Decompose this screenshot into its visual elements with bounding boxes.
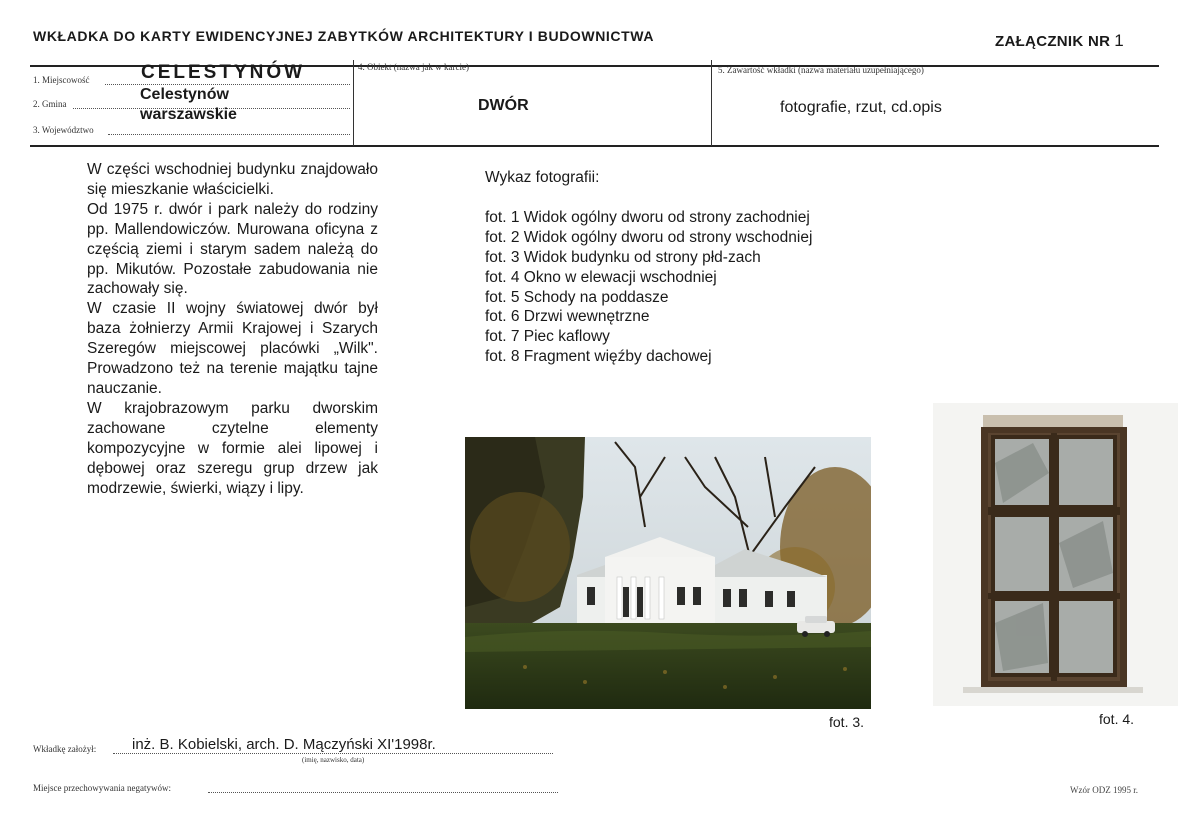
annex-number: 1	[1114, 31, 1125, 50]
manor-house-photo	[465, 437, 871, 709]
photo-list	[485, 168, 812, 367]
description-paragraph: W krajobrazowym parku dworskim zachowane czytelne elementy kompozycyjne w formie alei lipowej i dębowej oraz szeregu grup drzew jak modrzewie, świerki, wiązy i lipy.	[87, 399, 378, 497]
negatives-label: Miejsce przechowywania negatywów:	[33, 783, 171, 793]
window-photo	[933, 403, 1178, 706]
form-title: WKŁADKA DO KARTY EWIDENCYJNEJ ZABYTKÓW ARCHITEKTURY I BUDOWNICTWA	[33, 28, 655, 44]
wojewodztwo-value: warszawskie	[140, 106, 237, 123]
description-paragraph: W części wschodniej budynku znajdowało się mieszkanie właścicielki.	[87, 161, 378, 198]
photo-list-item: fot. 7 Piec kaflowy	[485, 328, 610, 346]
zawartosc-label: 5. Zawartość wkładki (nazwa materiału uzupełniającego)	[718, 65, 924, 75]
annex-label-text: ZAŁĄCZNIK NR	[995, 33, 1111, 50]
founder-label: Wkładkę założył:	[33, 744, 97, 754]
photo-list-item: fot. 2 Widok ogólny dworu od strony wschodniej	[485, 228, 813, 246]
photo-list-item: fot. 4 Okno w elewacji wschodniej	[485, 268, 717, 286]
annex-label	[995, 31, 1124, 51]
photo-list-item: fot. 5 Schody na poddasze	[485, 288, 669, 306]
field-separator	[711, 60, 712, 146]
miejscowosc-line	[105, 84, 350, 85]
miejscowosc-label: 1. Miejscowość	[33, 75, 90, 85]
wojewodztwo-line	[108, 134, 350, 135]
photo-list-heading: Wykaz fotografii:	[485, 169, 600, 186]
description-text	[87, 160, 378, 498]
photo-list-item: fot. 8 Fragment więźby dachowej	[485, 348, 712, 366]
bottom-rule	[30, 145, 1159, 147]
model-number: Wzór ODZ 1995 r.	[1070, 785, 1138, 795]
zawartosc-value: fotografie, rzut, cd.opis	[780, 99, 942, 116]
negatives-line	[208, 792, 558, 793]
gmina-label: 2. Gmina	[33, 99, 67, 109]
description-paragraph: Od 1975 r. dwór i park należy do rodziny pp. Mallendowiczów. Murowana oficyna z częścią ziemi i starym sadem należą do pp. Mikutów. Pozostałe zabudowania nie zachowały się.	[87, 200, 378, 298]
obiekt-value: DWÓR	[478, 97, 529, 114]
photo-4-caption: fot. 4.	[1099, 711, 1135, 727]
photo-3-caption: fot. 3.	[829, 714, 865, 730]
photo-list-item: fot. 1 Widok ogólny dworu od strony zachodniej	[485, 208, 810, 226]
wojewodztwo-label: 3. Województwo	[33, 125, 94, 135]
miejscowosc-value: CELESTYNÓW	[141, 62, 306, 83]
founder-value: inż. B. Kobielski, arch. D. Mączyński XI'1998r.	[132, 736, 436, 753]
photo-list-item: fot. 6 Drzwi wewnętrzne	[485, 308, 650, 326]
gmina-value: Celestynów	[140, 86, 229, 103]
founder-line	[113, 753, 553, 754]
description-paragraph: W czasie II wojny światowej dwór był baza żołnierzy Armii Krajowej i Szarych Szeregów miejscowej placówki „Wilk". Prowadzono też na terenie majątku tajne nauczanie.	[87, 300, 378, 397]
obiekt-label: 4. Obiekt (nazwa jak w karcie)	[358, 62, 469, 72]
field-separator	[353, 60, 354, 146]
photo-list-item: fot. 3 Widok budynku od strony płd-zach	[485, 248, 761, 266]
founder-sub-label: (imię, nazwisko, data)	[302, 756, 365, 764]
